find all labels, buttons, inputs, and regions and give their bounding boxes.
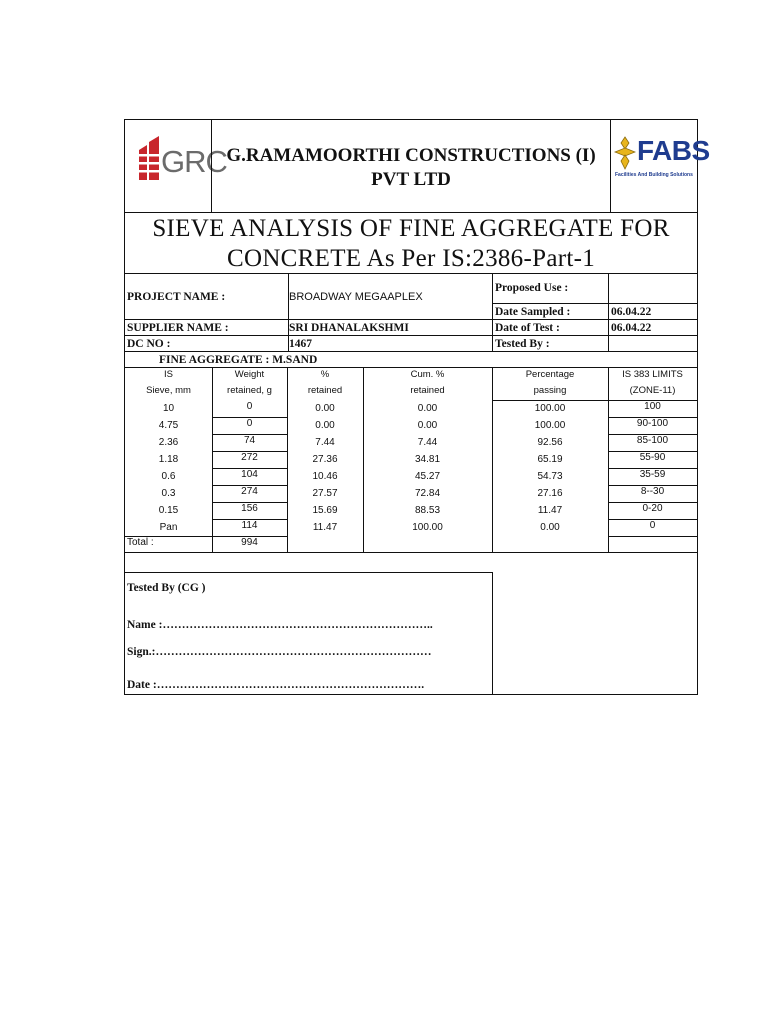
cell-percent-retained: 7.44	[315, 437, 335, 448]
cell-percent-retained: 27.36	[312, 454, 338, 465]
cell-weight-retained: 0	[246, 418, 253, 429]
cell-weight-retained: 114	[241, 520, 258, 531]
cell-cum-percent-retained: 0.00	[417, 403, 438, 414]
cell-percent-passing: 100.00	[534, 420, 566, 431]
date-sampled-label: Date Sampled :	[495, 306, 571, 318]
table-grid-hline	[608, 519, 697, 520]
column-header-cum-percent-retained-line1: Cum. %	[410, 369, 445, 380]
cell-cum-percent-retained: 100.00	[412, 522, 443, 533]
cell-cum-percent-retained: 45.27	[414, 471, 441, 482]
signature-date-line: Date :…………………………………………………………….	[127, 679, 425, 691]
table-grid-vline	[287, 367, 288, 552]
cell-percent-passing: 54.73	[537, 471, 563, 482]
table-grid-hline	[212, 502, 287, 503]
cell-cum-percent-retained: 72.84	[414, 488, 441, 499]
cell-percent-passing: 100.00	[534, 403, 566, 414]
table-grid-vline	[212, 367, 213, 552]
project-name-value: BROADWAY MEGAAPLEX	[289, 291, 423, 303]
report-title-line2: CONCRETE As Per IS:2386-Part-1	[226, 245, 596, 272]
column-header-cum-percent-retained-line2: retained	[410, 385, 445, 396]
column-header-percent-retained-line1: %	[320, 369, 330, 380]
table-grid-hline	[212, 417, 287, 418]
cell-is383-limits: 8--30	[640, 486, 665, 497]
total-weight: 994	[241, 537, 258, 548]
cell-weight-retained: 74	[243, 435, 256, 446]
cell-is-sieve: 10	[162, 403, 175, 414]
cell-is383-limits: 100	[644, 401, 661, 412]
column-header-percent-retained-line2: retained	[307, 385, 343, 396]
supplier-name-label: SUPPLIER NAME :	[127, 322, 229, 334]
table-grid-hline	[212, 434, 287, 435]
cell-percent-passing: 92.56	[537, 437, 563, 448]
fabs-tagline: Facilities And Building Solutions	[615, 172, 693, 178]
column-header-is-sieve-line2: Sieve, mm	[146, 385, 191, 396]
table-grid-hline	[608, 451, 697, 452]
table-grid-vline	[492, 367, 493, 552]
cell-is383-limits: 35-59	[639, 469, 666, 480]
table-grid-hline	[212, 451, 287, 452]
column-header-is-sieve-line1: IS	[164, 369, 173, 380]
tested-by-cg: Tested By (CG )	[127, 582, 206, 594]
table-grid-vline	[608, 367, 609, 552]
fabs-emblem-icon	[613, 136, 637, 170]
cell-weight-retained: 274	[241, 486, 258, 497]
cell-percent-passing: 0.00	[540, 522, 560, 533]
date-of-test-value: 06.04.22	[611, 322, 652, 334]
table-grid-hline	[608, 536, 697, 537]
table-grid-hline	[608, 502, 697, 503]
table-grid-hline	[492, 400, 697, 401]
cell-cum-percent-retained: 88.53	[414, 505, 441, 516]
date-of-test-label: Date of Test :	[495, 322, 560, 334]
column-header-is383-limits-line2: (ZONE-11)	[629, 385, 676, 396]
date-sampled-value: 06.04.22	[611, 306, 652, 318]
fabs-logo-text: FABS	[637, 135, 710, 166]
table-grid-hline	[608, 417, 697, 418]
cell-is383-limits: 0	[649, 520, 656, 531]
cell-is-sieve: 0.6	[161, 471, 176, 482]
grc-logo	[135, 132, 227, 186]
cell-is383-limits: 90-100	[636, 418, 669, 429]
report-title-line1: SIEVE ANALYSIS OF FINE AGGREGATE FOR	[152, 215, 670, 242]
column-header-is383-limits-line1: IS 383 LIMITS	[622, 369, 683, 380]
analysis-sheet	[124, 119, 710, 695]
cell-percent-passing: 27.16	[537, 488, 563, 499]
signature-sign-line: Sign.:………………………………………………………………	[127, 646, 432, 658]
table-grid-hline	[125, 536, 212, 537]
fabs-logo	[613, 134, 710, 186]
report-title	[125, 214, 697, 274]
supplier-name-value: SRI DHANALAKSHMI	[289, 322, 409, 334]
cell-is383-limits: 85-100	[636, 435, 669, 446]
dc-no-value: 1467	[289, 338, 312, 350]
table-grid-hline	[212, 485, 287, 486]
cell-is-sieve: 2.36	[158, 437, 179, 448]
cell-percent-retained: 0.00	[315, 420, 335, 431]
cell-percent-retained: 11.47	[312, 522, 338, 533]
cell-weight-retained: 156	[241, 503, 258, 514]
cell-is383-limits: 0-20	[642, 503, 663, 514]
grc-logo-text: GRC	[161, 144, 227, 179]
column-header-percent-passing-line2: passing	[533, 385, 567, 396]
proposed-use-label: Proposed Use :	[495, 282, 569, 294]
dc-no-label: DC NO :	[127, 338, 171, 350]
cell-weight-retained: 0	[246, 401, 253, 412]
cell-is-sieve: 4.75	[158, 420, 179, 431]
project-name-label: PROJECT NAME :	[127, 291, 226, 303]
cell-is-sieve: 1.18	[158, 454, 179, 465]
fine-aggregate-label: FINE AGGREGATE : M.SAND	[159, 354, 318, 366]
cell-is-sieve: 0.15	[158, 505, 179, 516]
column-header-percent-passing-line1: Percentage	[525, 369, 575, 380]
table-grid-hline	[212, 468, 287, 469]
cell-is383-limits: 55-90	[639, 452, 666, 463]
cell-is-sieve: Pan	[159, 522, 178, 533]
cell-weight-retained: 272	[241, 452, 258, 463]
cell-cum-percent-retained: 0.00	[417, 420, 438, 431]
cell-percent-retained: 10.46	[312, 471, 338, 482]
column-header-weight-retained-line2: retained, g	[227, 385, 272, 396]
cell-percent-passing: 11.47	[537, 505, 563, 516]
column-header-weight-retained-line1: Weight	[234, 369, 265, 380]
cell-is-sieve: 0.3	[161, 488, 176, 499]
table-grid-hline	[212, 536, 287, 537]
cell-cum-percent-retained: 7.44	[417, 437, 438, 448]
cell-percent-retained: 0.00	[315, 403, 335, 414]
cell-weight-retained: 104	[241, 469, 258, 480]
cell-percent-retained: 15.69	[312, 505, 338, 516]
signature-name-line: Name :……………………………………………………………..	[127, 619, 433, 631]
table-grid-hline	[125, 552, 697, 553]
company-name-line1: G.RAMAMOORTHI CONSTRUCTIONS (I)	[226, 145, 596, 166]
table-grid-hline	[608, 434, 697, 435]
cell-percent-retained: 27.57	[312, 488, 338, 499]
tested-by-label: Tested By :	[495, 338, 550, 350]
total-label: Total :	[127, 537, 154, 548]
table-grid-hline	[608, 468, 697, 469]
cell-percent-passing: 65.19	[537, 454, 563, 465]
company-name	[213, 144, 609, 192]
table-grid-hline	[212, 519, 287, 520]
cell-cum-percent-retained: 34.81	[414, 454, 441, 465]
table-grid-vline	[363, 367, 364, 552]
table-grid-hline	[608, 485, 697, 486]
company-name-line2: PVT LTD	[371, 169, 451, 190]
